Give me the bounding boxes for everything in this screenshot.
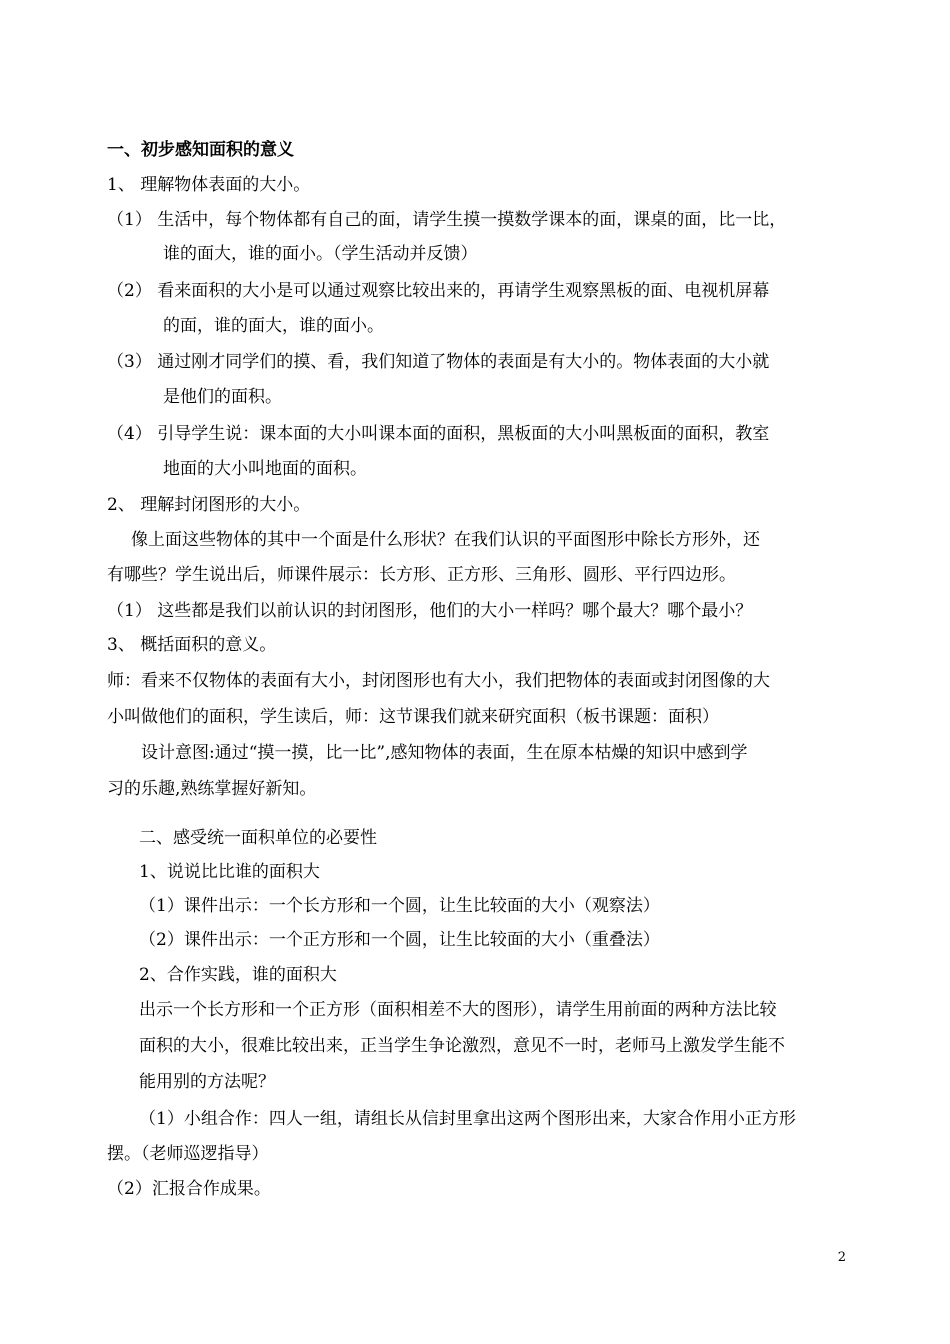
paragraph-line: （3） 通过刚才同学们的摸、看，我们知道了物体的表面是有大小的。物体表面的大小就 — [107, 352, 770, 372]
section-heading-1: 一、初步感知面积的意义 — [107, 140, 294, 160]
paragraph-line: 像上面这些物体的其中一个面是什么形状？在我们认识的平面图形中除长方形外，还 — [131, 530, 760, 550]
subheading-3: 3、 概括面积的意义。 — [107, 635, 277, 655]
paragraph-line: 出示一个长方形和一个正方形（面积相差不大的图形），请学生用前面的两种方法比较 — [139, 1000, 777, 1020]
subheading-2: 2、 理解封闭图形的大小。 — [107, 495, 311, 515]
paragraph-line: 摆。（老师巡逻指导） — [107, 1144, 269, 1164]
paragraph-line: 小叫做他们的面积，学生读后，师：这节课我们就来研究面积（板书课题：面积） — [107, 707, 719, 727]
paragraph-line: 师：看来不仅物体的表面有大小，封闭图形也有大小，我们把物体的表面或封闭图像的大 — [107, 671, 770, 691]
paragraph-line: 是他们的面积。 — [163, 387, 282, 407]
paragraph-line: 能用别的方法呢？ — [139, 1072, 275, 1092]
subheading-4: 1、说说比比谁的面积大 — [139, 862, 320, 882]
paragraph-line: 设计意图:通过“摸一摸，比一比”,感知物体的表面，生在原本枯燥的知识中感到学 — [141, 743, 748, 763]
paragraph-line: 面积的大小，很难比较出来，正当学生争论激烈，意见不一时，老师马上激发学生能不 — [139, 1036, 785, 1056]
paragraph-line: 地面的大小叫地面的面积。 — [163, 459, 367, 479]
section-heading-2: 二、感受统一面积单位的必要性 — [139, 828, 377, 848]
paragraph-line: （2） 看来面积的大小是可以通过观察比较出来的，再请学生观察黑板的面、电视机屏幕 — [107, 281, 770, 301]
paragraph-line: （1）小组合作：四人一组，请组长从信封里拿出这两个图形出来，大家合作用小正方形 — [139, 1109, 796, 1129]
paragraph-line: （2）汇报合作成果。 — [107, 1179, 271, 1199]
paragraph-line: （1） 生活中，每个物体都有自己的面，请学生摸一摸数学课本的面，课桌的面，比一比， — [107, 210, 787, 230]
paragraph-line: （2）课件出示：一个正方形和一个圆，让生比较面的大小（重叠法） — [139, 930, 660, 950]
subheading-1: 1、 理解物体表面的大小。 — [107, 175, 311, 195]
subheading-5: 2、合作实践，谁的面积大 — [139, 965, 337, 985]
paragraph-line: 习的乐趣,熟练掌握好新知。 — [107, 779, 317, 799]
paragraph-line: （4） 引导学生说：课本面的大小叫课本面的面积，黑板面的大小叫黑板面的面积，教室 — [107, 424, 770, 444]
paragraph-line: 有哪些？学生说出后，师课件展示：长方形、正方形、三角形、圆形、平行四边形。 — [107, 565, 736, 585]
page-number: 2 — [837, 1250, 846, 1265]
paragraph-line: （1）课件出示：一个长方形和一个圆，让生比较面的大小（观察法） — [139, 896, 660, 916]
paragraph-line: 谁的面大，谁的面小。（学生活动并反馈） — [163, 244, 478, 264]
paragraph-line: 的面，谁的面大，谁的面小。 — [163, 316, 384, 336]
paragraph-line: （1） 这些都是我们以前认识的封闭图形，他们的大小一样吗？哪个最大？哪个最小？ — [107, 601, 753, 621]
